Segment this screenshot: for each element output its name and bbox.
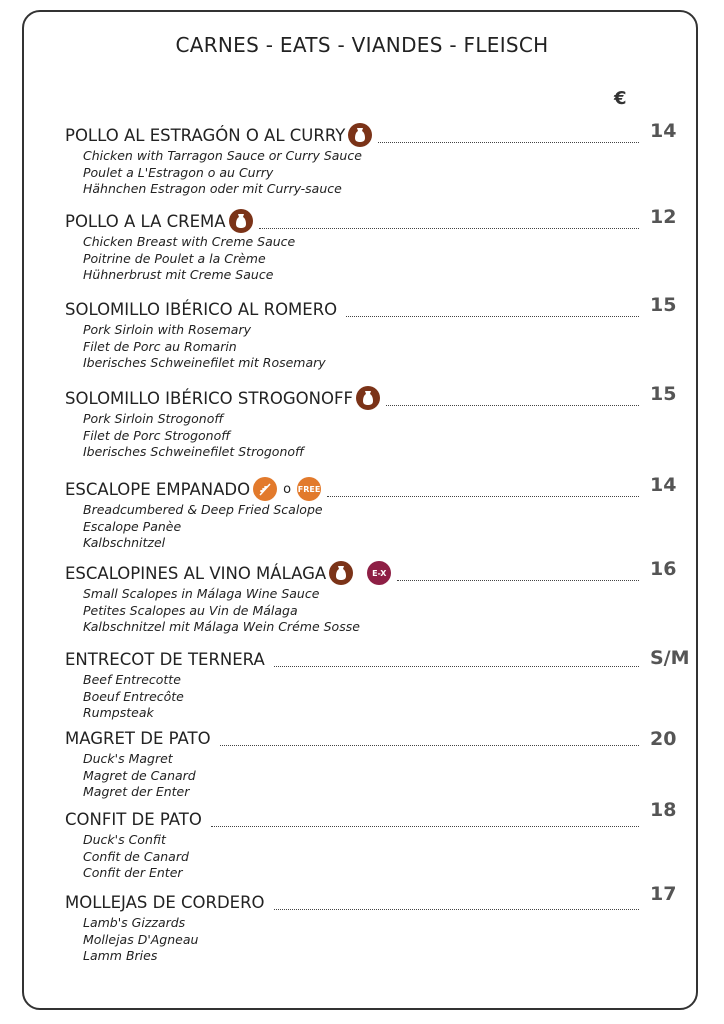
gluten-free-icon: FREE xyxy=(297,477,321,501)
milk-jug-icon xyxy=(356,386,380,410)
translation-line: Chicken with Tarragon Sauce or Curry Sauce xyxy=(83,148,362,163)
menu-item-header xyxy=(65,294,677,322)
dish-translations xyxy=(83,586,645,636)
translation-line: Iberisches Schweinefilet Strogonoff xyxy=(83,444,305,460)
translation-line: Magret der Enter xyxy=(83,784,190,800)
menu-item-header xyxy=(65,120,677,148)
menu-item-header xyxy=(65,646,690,672)
dish-translations xyxy=(83,832,645,882)
dish-translations xyxy=(83,915,645,965)
dish-name: ESCALOPINES AL VINO MÁLAGA xyxy=(65,563,327,583)
translation-line: Small Scalopes in Málaga Wine Sauce xyxy=(83,586,320,601)
translation-line: Escalope Panèe xyxy=(83,518,182,534)
dish-translations xyxy=(83,502,645,552)
icon-separator: o xyxy=(283,481,292,497)
allergen-icons xyxy=(229,209,253,233)
menu-item xyxy=(65,383,677,461)
menu-item-header xyxy=(65,883,677,915)
dish-price: 14 xyxy=(650,120,677,142)
dot-leader xyxy=(397,566,639,581)
dot-leader xyxy=(378,128,639,143)
milk-jug-icon xyxy=(229,209,253,233)
translation-line: Duck's Confit xyxy=(83,832,166,847)
translation-line: Poulet a L'Estragon o au Curry xyxy=(83,164,274,180)
menu-item-header xyxy=(65,474,677,502)
dish-name: ENTRECOT DE TERNERA xyxy=(65,649,265,669)
allergen-icons xyxy=(348,123,372,147)
page-title: CARNES - EATS - VIANDES - FLEISCH xyxy=(175,33,549,57)
menu-item xyxy=(65,725,677,801)
dot-leader xyxy=(274,652,639,667)
dish-name: MAGRET DE PATO xyxy=(65,728,211,748)
translation-line: Pork Sirloin with Rosemary xyxy=(83,322,251,337)
dish-price: 16 xyxy=(650,558,677,580)
allergen-icons xyxy=(356,386,380,410)
translation-line: Petites Scalopes au Vin de Málaga xyxy=(83,602,298,618)
translation-line: Confit de Canard xyxy=(83,848,189,864)
dish-name: POLLO A LA CREMA xyxy=(65,211,226,231)
translation-line: Breadcumbered & Deep Fried Scalope xyxy=(83,502,323,517)
translation-line: Chicken Breast with Creme Sauce xyxy=(83,234,296,249)
wheat-icon xyxy=(253,477,277,501)
dish-price: S/M xyxy=(650,647,690,669)
dot-leader xyxy=(211,812,639,827)
dish-price: 20 xyxy=(650,728,677,750)
allergen-icons xyxy=(253,477,321,501)
dot-leader xyxy=(346,302,639,317)
dish-name: SOLOMILLO IBÉRICO AL ROMERO xyxy=(65,299,338,319)
allergen-icons xyxy=(329,561,391,585)
translation-line: Magret de Canard xyxy=(83,767,196,783)
currency-symbol: € xyxy=(614,88,627,109)
dish-translations xyxy=(83,751,645,801)
dish-price: 18 xyxy=(650,799,677,821)
dish-price: 14 xyxy=(650,474,677,496)
menu-item xyxy=(65,799,677,882)
translation-line: Duck's Magret xyxy=(83,751,173,766)
dot-leader xyxy=(259,214,639,229)
translation-line: Lamm Bries xyxy=(83,948,158,964)
translation-line: Pork Sirloin Strogonoff xyxy=(83,411,224,426)
dish-translations xyxy=(83,148,645,198)
translation-line: Poitrine de Poulet a la Crème xyxy=(83,250,266,266)
translation-line: Kalbschnitzel xyxy=(83,535,166,551)
dish-name: MOLLEJAS DE CORDERO xyxy=(65,892,265,912)
dish-name: CONFIT DE PATO xyxy=(65,809,202,829)
translation-line: Iberisches Schweinefilet mit Rosemary xyxy=(83,355,326,371)
dish-price: 17 xyxy=(650,883,677,905)
menu-item xyxy=(65,646,690,722)
dot-leader xyxy=(274,895,639,910)
menu-item-header xyxy=(65,558,677,586)
translation-line: Beef Entrecotte xyxy=(83,672,181,687)
dish-translations xyxy=(83,322,645,372)
menu-item-header xyxy=(65,725,677,751)
menu-item xyxy=(65,474,677,552)
dish-translations xyxy=(83,234,645,284)
dish-price: 12 xyxy=(650,206,677,228)
translation-line: Filet de Porc Strogonoff xyxy=(83,427,231,443)
translation-line: Filet de Porc au Romarin xyxy=(83,338,237,354)
dish-price: 15 xyxy=(650,383,677,405)
dish-price: 15 xyxy=(650,294,677,316)
menu-item xyxy=(65,120,677,198)
translation-line: Hühnerbrust mit Creme Sauce xyxy=(83,267,274,283)
menu-item-header xyxy=(65,799,677,832)
dot-leader xyxy=(386,391,639,406)
translation-line: Hähnchen Estragon oder mit Curry-sauce xyxy=(83,181,342,197)
dish-translations xyxy=(83,672,645,722)
dish-name: ESCALOPE EMPANADO xyxy=(65,479,251,499)
translation-line: Mollejas D'Agneau xyxy=(83,931,199,947)
translation-line: Rumpsteak xyxy=(83,705,154,721)
menu-item-header xyxy=(65,383,677,411)
menu-item xyxy=(65,558,677,636)
milk-jug-icon xyxy=(329,561,353,585)
menu-item-header xyxy=(65,206,677,234)
dish-name: POLLO AL ESTRAGÓN O AL CURRY xyxy=(65,125,346,145)
translation-line: Boeuf Entrecôte xyxy=(83,688,184,704)
translation-line: Kalbschnitzel mit Málaga Wein Créme Sosse xyxy=(83,619,360,635)
menu-item xyxy=(65,206,677,284)
dish-translations xyxy=(83,411,645,461)
dish-name: SOLOMILLO IBÉRICO STROGONOFF xyxy=(65,388,353,408)
sulphites-icon: E-X xyxy=(367,561,391,585)
menu-item xyxy=(65,294,677,372)
translation-line: Lamb's Gizzards xyxy=(83,915,186,930)
milk-jug-icon xyxy=(348,123,372,147)
dot-leader xyxy=(220,731,639,746)
dot-leader xyxy=(327,482,639,497)
menu-item xyxy=(65,883,677,965)
translation-line: Confit der Enter xyxy=(83,865,183,881)
